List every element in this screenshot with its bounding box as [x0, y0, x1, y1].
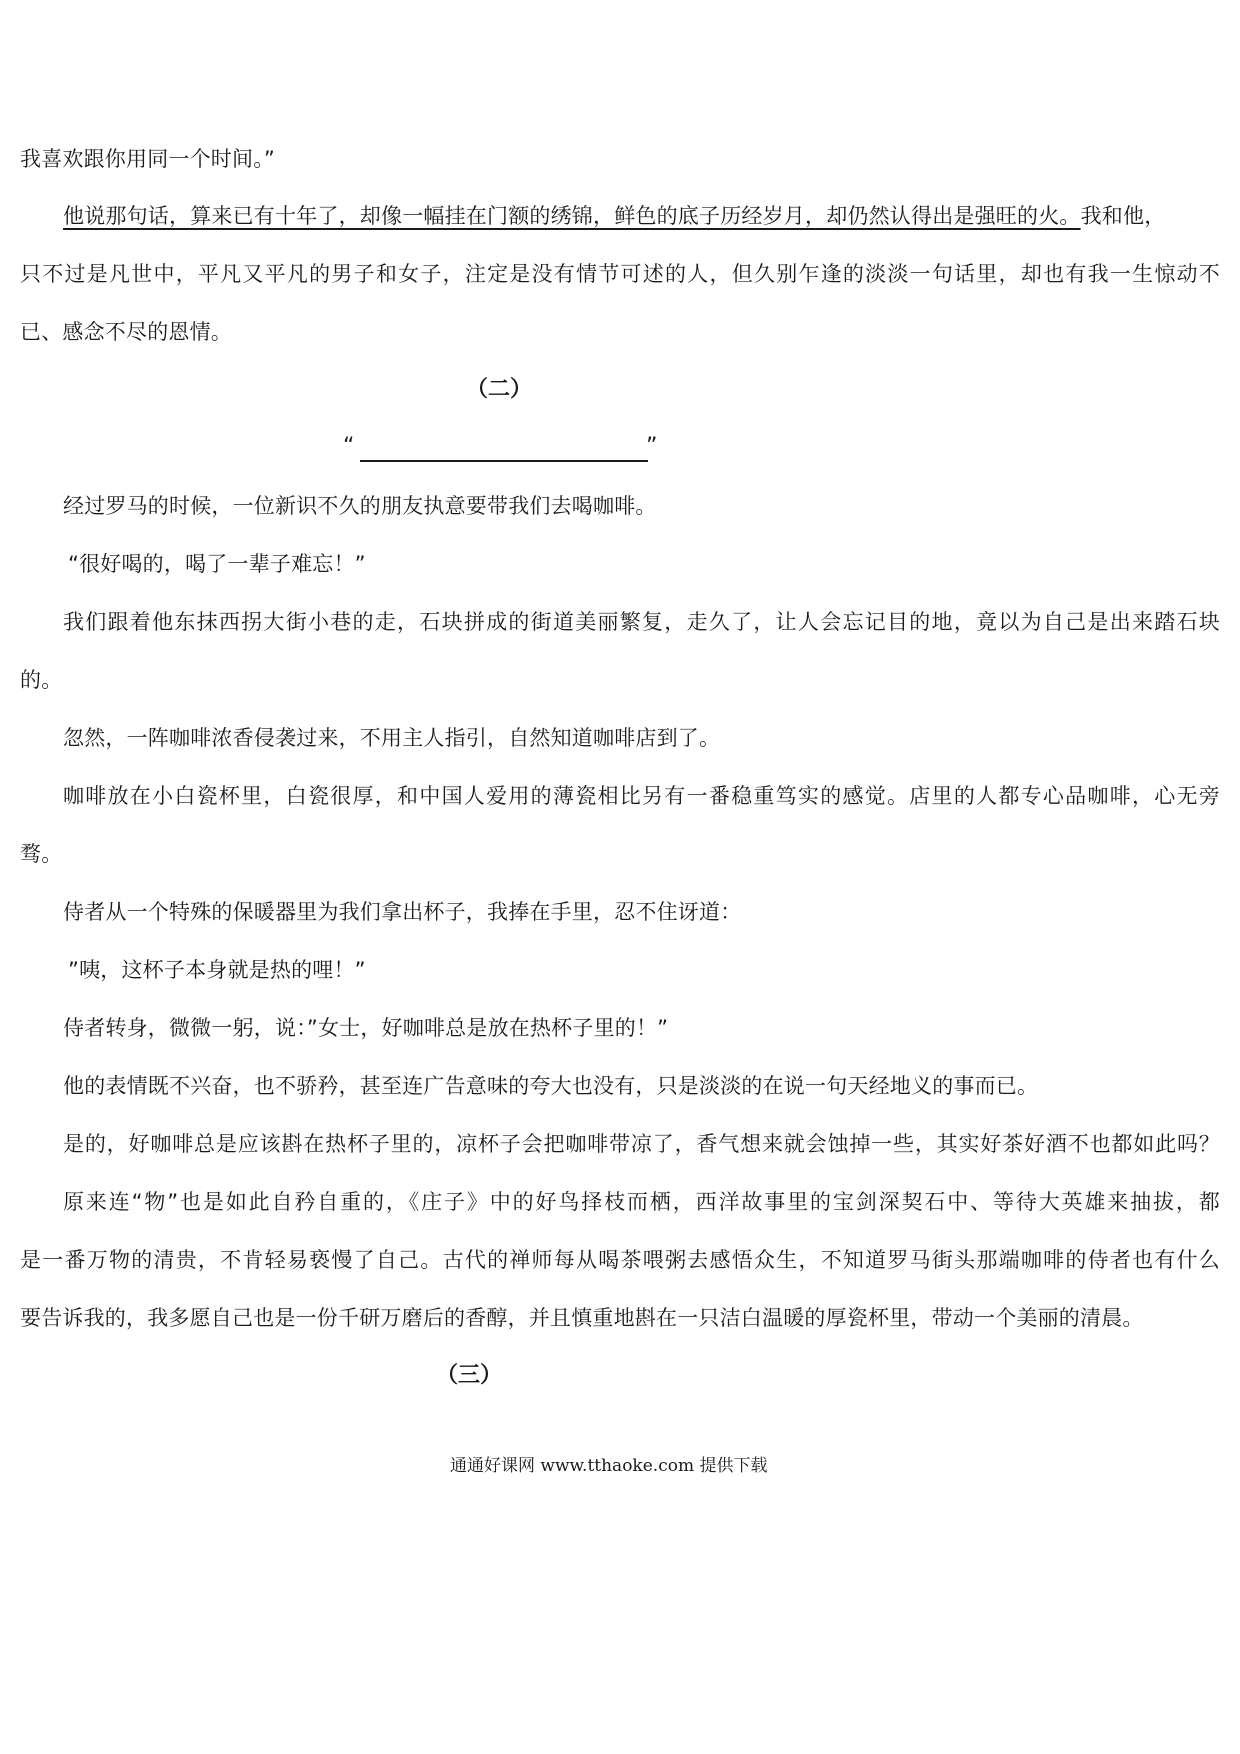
paragraph-line: 咖啡放在小白瓷杯里，白瓷很厚，和中国人爱用的薄瓷相比另有一番稳重笃实的感觉。店里的人都专心品咖啡，心无旁	[63, 784, 1220, 808]
paragraph-line: 侍者从一个特殊的保暖器里为我们拿出杯子，我捧在手里，忍不住讶道：	[63, 900, 742, 924]
paragraph-line: 侍者转身，微微一躬，说：”女士，好咖啡总是放在热杯子里的！”	[63, 1016, 669, 1040]
paragraph-line: 已、感念不尽的恩情。	[20, 320, 232, 344]
paragraph-line: 要告诉我的，我多愿自己也是一份千研万磨后的香醇，并且慎重地斟在一只洁白温暖的厚瓷杯里，带动一个美丽的清晨。	[20, 1306, 1144, 1330]
paragraph-line: 他的表情既不兴奋，也不骄矜，甚至连广告意味的夸大也没有，只是淡淡的在说一句天经地义的事而已。	[63, 1074, 1039, 1098]
open-quote: “	[343, 434, 355, 459]
paragraph-text: 我和他，	[1080, 204, 1166, 228]
paragraph-line: 我喜欢跟你用同一个时间。”	[20, 147, 275, 171]
footer-text: 通通好课网 www.tthaoke.com 提供下载	[450, 1456, 768, 1476]
paragraph-line	[63, 201, 1165, 231]
close-quote: ”	[646, 434, 658, 459]
paragraph-line: 的。	[20, 668, 63, 692]
paragraph-line: 是的，好咖啡总是应该斟在热杯子里的，凉杯子会把咖啡带凉了，香气想来就会蚀掉一些，其实好茶好酒不也都如此吗？	[63, 1132, 1220, 1156]
underlined-sentence: 他说那句话，算来已有十年了，却像一幅挂在门额的绣锦，鲜色的底子历经岁月，却仍然认得出是强旺的火。	[63, 204, 1081, 228]
paragraph-line: 我们跟着他东抹西拐大街小巷的走，石块拼成的街道美丽繁复，走久了，让人会忘记目的地，竟以为自己是出来踏石块	[63, 610, 1220, 634]
paragraph-line: 只不过是凡世中，平凡又平凡的男子和女子，注定是没有情节可述的人，但久别乍逢的淡淡一句话里，却也有我一生惊动不	[20, 262, 1220, 286]
section-heading-2: （二）	[466, 377, 533, 402]
section-heading-3: （三）	[436, 1363, 503, 1388]
paragraph-line: 骛。	[20, 842, 63, 866]
paragraph-line: “很好喝的，喝了一辈子难忘！”	[68, 552, 366, 576]
paragraph-line: 原来连“物”也是如此自矜自重的，《庄子》中的好鸟择枝而栖，西洋故事里的宝剑深契石中、等待大英雄来抽拔，都	[63, 1190, 1220, 1214]
paragraph-line: 忽然，一阵咖啡浓香侵袭过来，不用主人指引，自然知道咖啡店到了。	[63, 726, 721, 750]
paragraph-line: 是一番万物的清贵，不肯轻易亵慢了自己。古代的禅师每从喝茶喂粥去感悟众生，不知道罗马街头那端咖啡的侍者也有什么	[20, 1248, 1220, 1272]
paragraph-line: 经过罗马的时候，一位新识不久的朋友执意要带我们去喝咖啡。	[63, 494, 657, 518]
paragraph-line: ”咦，这杯子本身就是热的哩！”	[68, 958, 366, 982]
title-blank-line	[360, 460, 648, 462]
